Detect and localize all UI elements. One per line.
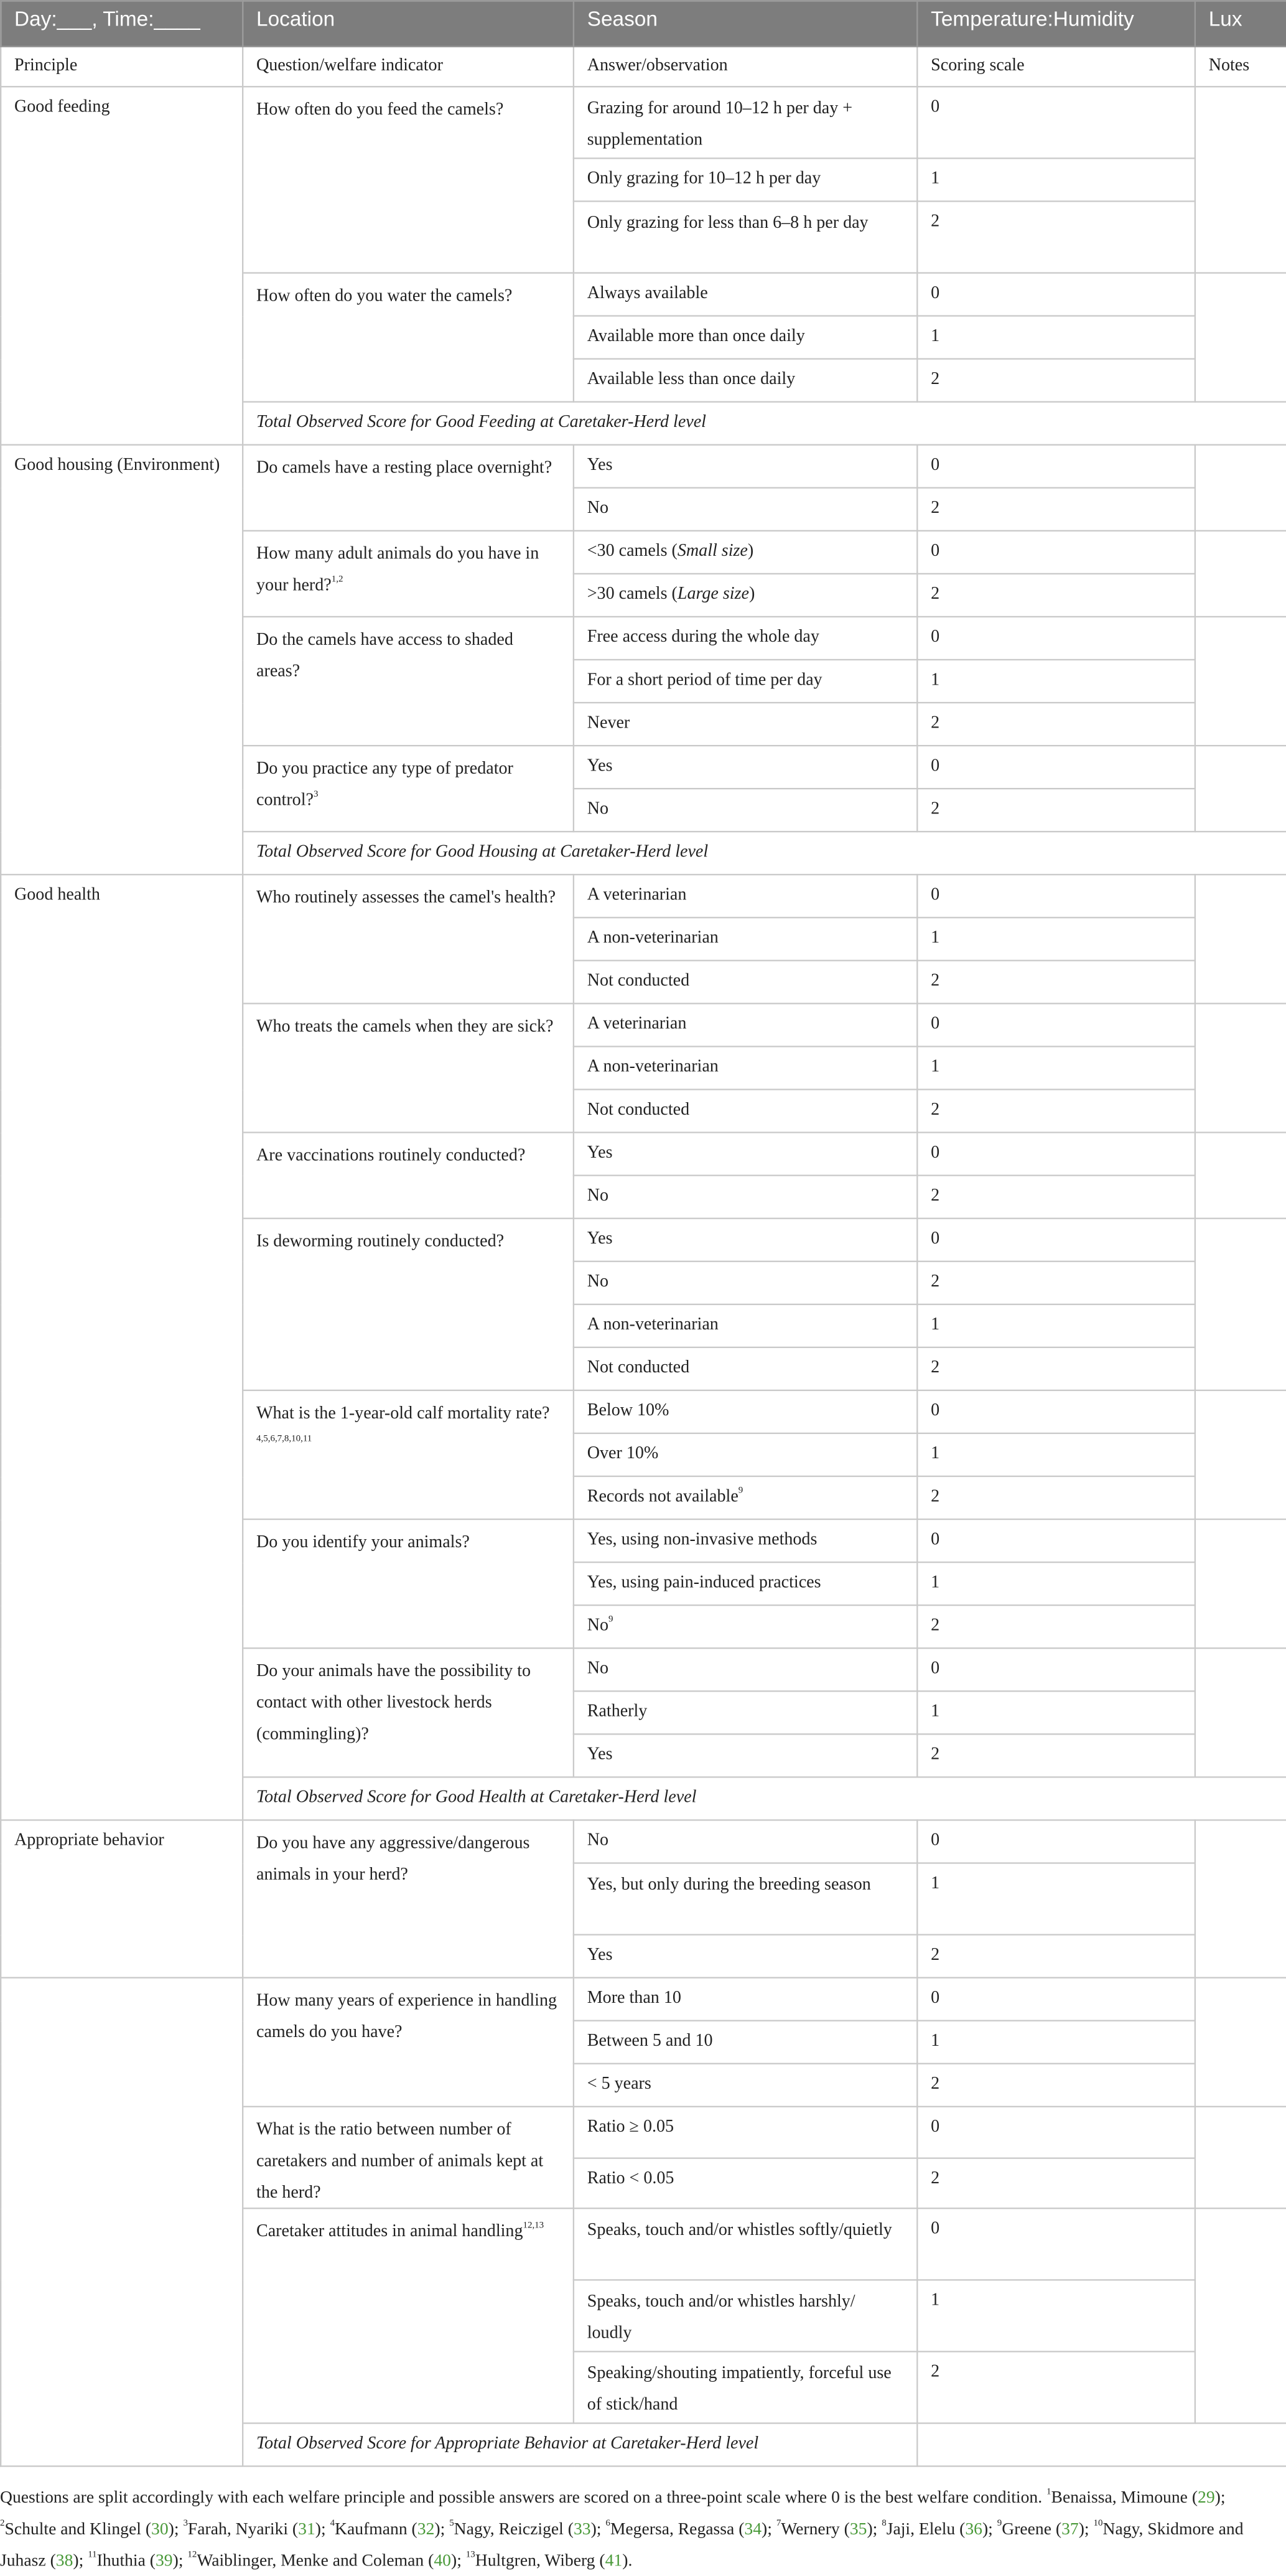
answer-cell — [574, 1003, 917, 1046]
question-cell — [243, 1519, 574, 1648]
question-ref-sup: 3 — [313, 789, 319, 800]
footnote-ref-sup: 10 — [1093, 2518, 1103, 2529]
score-cell: 1 — [917, 2280, 1195, 2351]
footnote-ref-link[interactable]: 38 — [55, 2550, 73, 2570]
total-score-label: Total Observed Score for Good Housing at Caretaker-Herd level — [243, 831, 1286, 874]
answer-cell — [574, 1390, 917, 1433]
score-cell: 0 — [917, 531, 1195, 574]
score-cell: 0 — [917, 2107, 1195, 2158]
answer-cell — [574, 273, 917, 316]
score-cell: 0 — [917, 2208, 1195, 2280]
footnote-ref: $^1$Benaissa, Mimoune (29); — [1046, 2486, 1226, 2508]
footnote-ref-link[interactable]: 39 — [155, 2550, 173, 2570]
score-cell: 2 — [917, 703, 1195, 746]
score-cell: 0 — [917, 1820, 1195, 1863]
notes-cell — [1195, 1219, 1286, 1390]
question-text: What is the 1-year-old calf mortality rate? — [256, 1402, 550, 1423]
subheader-score: Scoring scale — [917, 47, 1195, 87]
answer-cell — [574, 1978, 917, 2021]
answer-cell — [574, 1304, 917, 1347]
footnote-ref-sup: 6 — [605, 2518, 610, 2529]
score-cell: 2 — [917, 2351, 1195, 2423]
footnote-ref-name: Ihuthia — [96, 2550, 146, 2570]
footnote-ref-link[interactable]: 41 — [605, 2550, 623, 2570]
answer-text: Speaks, touch and/or whistles softly/quietly — [587, 2219, 892, 2239]
score-cell: 2 — [917, 1176, 1195, 1219]
question-text: How many adult animals do you have in your herd? — [256, 543, 539, 595]
question-cell — [243, 1820, 574, 1977]
answer-text: Grazing for around 10–12 h per day + supplementation — [587, 97, 853, 149]
score-cell: 1 — [917, 917, 1195, 960]
header-location: Location — [243, 1, 574, 47]
footnote-ref: $^5$Nagy, Reiczigel (33); — [449, 2518, 606, 2539]
footnote-ref-name: Jaji, Elelu — [886, 2518, 956, 2539]
question-text: How many years of experience in handling camels do you have? — [256, 1990, 557, 2042]
score-cell: 2 — [917, 960, 1195, 1003]
answer-cell — [574, 2107, 917, 2158]
footnote-ref: $^9$Greene (37); — [997, 2518, 1094, 2539]
answer-text: No — [587, 1184, 609, 1205]
answer-text: A veterinarian — [587, 884, 687, 904]
score-cell: 0 — [917, 1133, 1195, 1176]
answer-text: Yes — [587, 1944, 613, 1964]
question-text: Are vaccinations routinely conducted? — [256, 1145, 526, 1165]
answer-text: Not conducted — [587, 970, 690, 990]
footnote-ref-name: Benaissa, Mimoune — [1051, 2486, 1188, 2508]
answer-cell — [574, 2158, 917, 2209]
answer-text: For a short period of time per day — [587, 668, 822, 690]
footnote-ref-sup: 7 — [776, 2518, 781, 2529]
question-cell — [243, 1390, 574, 1519]
total-score-label: Total Observed Score for Good Feeding at Caretaker-Herd level — [243, 402, 1286, 445]
score-cell: 2 — [917, 2158, 1195, 2209]
footnote-ref: $^3$Farah, Nyariki (31); — [183, 2518, 330, 2539]
table-row — [1, 87, 1286, 158]
answer-text: Free access during the whole day — [587, 625, 819, 647]
answer-italic-text: Small size — [677, 540, 748, 561]
score-cell: 0 — [917, 1648, 1195, 1691]
question-text: Do the camels have access to shaded areas? — [256, 629, 513, 681]
footnote-ref: $^{10}$Nagy, Skidmore and Juhasz (38); — [0, 2518, 1244, 2570]
answer-text: A veterinarian — [587, 1013, 687, 1033]
score-cell: 2 — [917, 1734, 1195, 1777]
answer-cell — [574, 158, 917, 201]
notes-cell — [1195, 746, 1286, 831]
answer-text: Only grazing for 10–12 h per day — [587, 167, 821, 188]
footnote-ref: $^7$Wernery (35); — [776, 2518, 882, 2539]
header-day-time: Day:___, Time:____ — [1, 1, 243, 47]
answer-cell — [574, 1691, 917, 1734]
footnote-ref-link[interactable]: 32 — [417, 2518, 435, 2539]
notes-cell — [1195, 617, 1286, 746]
answer-cell — [574, 660, 917, 703]
answer-cell — [574, 574, 917, 617]
question-cell — [243, 2208, 574, 2423]
question-cell — [243, 1133, 574, 1219]
score-cell: 2 — [917, 1262, 1195, 1304]
question-text: How often do you feed the camels? — [256, 98, 504, 119]
principle-cell: Good housing (Environment) — [1, 445, 243, 875]
subheader-principle: Principle — [1, 47, 243, 87]
answer-text: Yes — [587, 1227, 613, 1248]
answer-cell — [574, 1734, 917, 1777]
answer-text: Never — [587, 711, 630, 733]
answer-text: Yes, using pain-induced practices — [587, 1571, 821, 1592]
footnote-ref-link[interactable]: 29 — [1198, 2486, 1215, 2508]
answer-text: More than 10 — [587, 1987, 681, 2007]
total-score-value — [917, 2423, 1286, 2466]
header-season: Season — [574, 1, 917, 47]
question-cell — [243, 1219, 574, 1390]
answer-text: Always available — [587, 282, 708, 302]
score-cell: 1 — [917, 1304, 1195, 1347]
footnote-ref-name: Wernery — [781, 2518, 840, 2539]
answer-text: A non-veterinarian — [587, 1056, 719, 1076]
answer-tail-text: ) — [747, 540, 754, 561]
footnote-ref-name: Nagy, Skidmore and Juhasz — [0, 2518, 1244, 2570]
answer-cell — [574, 1648, 917, 1691]
header-row — [1, 1, 1286, 47]
footnote-ref-sup: 3 — [183, 2518, 188, 2529]
notes-cell — [1195, 1978, 1286, 2107]
table-row — [1, 445, 1286, 488]
answer-cell — [574, 1519, 917, 1562]
answer-text: Yes — [587, 1743, 613, 1764]
answer-cell — [574, 703, 917, 746]
score-cell: 2 — [917, 1935, 1195, 1978]
answer-text: No — [587, 1270, 609, 1291]
answer-text: Not conducted — [587, 1356, 690, 1377]
footnote-ref-link[interactable]: 37 — [1061, 2518, 1079, 2539]
question-cell — [243, 273, 574, 401]
answer-cell — [574, 1176, 917, 1219]
answer-text: Records not available — [587, 1485, 739, 1506]
footnote-ref-name: Hultgren, Wiberg — [475, 2550, 595, 2570]
footnote-ref: $^{13}$Hultgren, Wiberg (41). — [465, 2550, 633, 2570]
score-cell: 0 — [917, 1003, 1195, 1046]
answer-text: Yes, but only during the breeding season — [587, 1873, 871, 1894]
answer-cell — [574, 1820, 917, 1863]
question-ref-sup: 1,2 — [331, 574, 343, 584]
answer-cell — [574, 2064, 917, 2107]
table-body — [1, 47, 1286, 2466]
total-score-label: Total Observed Score for Good Health at Caretaker-Herd level — [243, 1777, 1286, 1820]
answer-tail-text: ) — [748, 583, 755, 604]
score-cell: 2 — [917, 789, 1195, 831]
notes-cell — [1195, 273, 1286, 401]
answer-cell — [574, 1046, 917, 1089]
answer-cell — [574, 316, 917, 359]
question-cell — [243, 87, 574, 273]
footnote-ref-sup: 12 — [187, 2550, 197, 2560]
question-cell — [243, 617, 574, 746]
answer-text: A non-veterinarian — [587, 927, 719, 947]
footnote-ref-sup: 1 — [1046, 2486, 1051, 2498]
score-cell: 0 — [917, 617, 1195, 660]
score-cell: 2 — [917, 1476, 1195, 1519]
answer-text: Speaks, touch and/or whistles harshly/ loudly — [587, 2290, 855, 2343]
score-cell: 1 — [917, 1046, 1195, 1089]
answer-text: No — [587, 1657, 609, 1678]
question-text: Caretaker attitudes in animal handling — [256, 2220, 523, 2241]
header-temperature-humidity: Temperature:Humidity — [917, 1, 1195, 47]
answer-text: <30 camels ( — [587, 540, 678, 561]
subheader-answer: Answer/observation — [574, 47, 917, 87]
answer-cell — [574, 1863, 917, 1934]
table-row — [1, 874, 1286, 917]
score-cell: 0 — [917, 746, 1195, 789]
score-cell: 1 — [917, 1863, 1195, 1934]
score-cell: 1 — [917, 316, 1195, 359]
answer-cell — [574, 789, 917, 831]
question-cell — [243, 1003, 574, 1132]
notes-cell — [1195, 874, 1286, 1003]
footnote-ref-link[interactable]: 40 — [434, 2550, 451, 2570]
question-text: Do you have any aggressive/dangerous animals in your herd? — [256, 1832, 530, 1884]
question-cell — [243, 445, 574, 531]
answer-text: Yes — [587, 755, 613, 775]
footnote-ref-name: Schulte and Klingel — [4, 2518, 141, 2539]
principle-cell: Good health — [1, 874, 243, 1820]
notes-cell — [1195, 1133, 1286, 1219]
answer-cell — [574, 746, 917, 789]
score-cell: 1 — [917, 660, 1195, 703]
notes-cell — [1195, 87, 1286, 273]
subheader-row — [1, 47, 1286, 87]
footnote-ref-name: Kaufmann — [335, 2518, 408, 2539]
answer-text: Below 10% — [587, 1399, 669, 1420]
notes-cell — [1195, 1648, 1286, 1777]
notes-cell — [1195, 1390, 1286, 1519]
footnote-ref-name: Megersa, Regassa — [610, 2518, 735, 2539]
answer-cell — [574, 2351, 917, 2423]
principle-cell: Good feeding — [1, 87, 243, 444]
question-text: Do your animals have the possibility to contact with other livestock herds (commingling)? — [256, 1660, 531, 1744]
footnote-ref-link[interactable]: 31 — [298, 2518, 315, 2539]
answer-ref-sup: 9 — [608, 1614, 613, 1625]
score-cell: 2 — [917, 2064, 1195, 2107]
question-cell — [243, 874, 574, 1003]
answer-text: Available more than once daily — [587, 325, 805, 345]
table-row — [1, 1820, 1286, 1863]
answer-cell — [574, 1433, 917, 1476]
score-cell: 0 — [917, 87, 1195, 158]
notes-cell — [1195, 2208, 1286, 2423]
question-cell — [243, 1648, 574, 1777]
answer-cell — [574, 2208, 917, 2280]
score-cell: 2 — [917, 1090, 1195, 1133]
question-text: What is the ratio between number of caretakers and number of animals kept at the herd? — [256, 2119, 544, 2202]
score-cell: 0 — [917, 1219, 1195, 1262]
footnote-ref: $^{11}$Ihuthia (39); — [88, 2550, 188, 2570]
notes-cell — [1195, 1519, 1286, 1648]
question-ref-sup: 12,13 — [523, 2220, 544, 2231]
question-text: Is deworming routinely conducted? — [256, 1230, 505, 1251]
answer-cell — [574, 445, 917, 488]
score-cell: 1 — [917, 1562, 1195, 1605]
score-cell: 1 — [917, 1691, 1195, 1734]
question-cell — [243, 531, 574, 617]
answer-cell — [574, 531, 917, 574]
footnote-ref: $^8$Jaji, Elelu (36); — [882, 2518, 997, 2539]
table-footnote — [0, 2467, 1275, 2576]
question-text: Who routinely assesses the camel's health? — [256, 886, 556, 907]
footnote-ref-name: Farah, Nyariki — [187, 2518, 289, 2539]
answer-ref-sup: 9 — [738, 1485, 743, 1496]
answer-cell — [574, 1562, 917, 1605]
answer-text: A non-veterinarian — [587, 1313, 719, 1334]
answer-text: Ratio < 0.05 — [587, 2166, 674, 2187]
answer-cell — [574, 617, 917, 660]
score-cell: 0 — [917, 1390, 1195, 1433]
score-cell: 0 — [917, 273, 1195, 316]
answer-text: Between 5 and 10 — [587, 2030, 713, 2050]
score-cell: 0 — [917, 445, 1195, 488]
question-ref-sup: 4,5,6,7,8,10,11 — [256, 1433, 312, 1445]
notes-cell — [1195, 445, 1286, 531]
score-cell: 2 — [917, 574, 1195, 617]
answer-text: Only grazing for less than 6–8 h per day — [587, 212, 869, 232]
answer-text: No — [587, 798, 609, 818]
answer-cell — [574, 488, 917, 531]
footnote-ref-sup: 5 — [449, 2518, 454, 2529]
subheader-notes: Notes — [1195, 47, 1286, 87]
answer-cell — [574, 1476, 917, 1519]
answer-cell — [574, 201, 917, 273]
question-text: Do camels have a resting place overnight? — [256, 457, 552, 477]
score-cell: 2 — [917, 1347, 1195, 1390]
footnote-ref-sup: 9 — [997, 2518, 1002, 2529]
question-cell — [243, 746, 574, 831]
footnote-ref: $^2$Schulte and Klingel (30); — [0, 2518, 184, 2539]
answer-cell — [574, 1935, 917, 1978]
answer-text: Ratherly — [587, 1700, 648, 1721]
score-cell: 2 — [917, 201, 1195, 273]
answer-text: Not conducted — [587, 1098, 690, 1119]
answer-cell — [574, 87, 917, 158]
score-cell: 0 — [917, 1978, 1195, 2021]
answer-italic-text: Large size — [677, 583, 749, 604]
answer-text: Over 10% — [587, 1442, 659, 1463]
footnote-ref-name: Waiblinger, Menke and Coleman — [197, 2550, 424, 2570]
header-lux: Lux — [1195, 1, 1286, 47]
footnote-ref-sup: 11 — [88, 2550, 97, 2560]
answer-text: < 5 years — [587, 2073, 651, 2093]
question-text: Who treats the camels when they are sick? — [256, 1015, 554, 1036]
score-cell: 2 — [917, 359, 1195, 402]
question-text: Do you identify your animals? — [256, 1531, 470, 1552]
footnote-ref-link[interactable]: 34 — [744, 2518, 762, 2539]
footnote-ref-link[interactable]: 35 — [849, 2518, 867, 2539]
score-cell: 1 — [917, 158, 1195, 201]
total-score-label: Total Observed Score for Appropriate Behavior at Caretaker-Herd level — [243, 2423, 917, 2466]
answer-text: Available less than once daily — [587, 368, 796, 388]
answer-cell — [574, 1262, 917, 1304]
score-cell: 1 — [917, 2021, 1195, 2064]
answer-cell — [574, 1219, 917, 1262]
footnote-ref-link[interactable]: 33 — [573, 2518, 591, 2539]
question-text: Do you practice any type of predator control? — [256, 757, 513, 810]
table-row — [1, 1978, 1286, 2021]
answer-cell — [574, 359, 917, 402]
answer-text: Yes, using non-invasive methods — [587, 1529, 818, 1549]
footnote-ref-name: Nagy, Reiczigel — [454, 2518, 564, 2539]
score-cell: 1 — [917, 1433, 1195, 1476]
principle-cell — [1, 1978, 243, 2466]
score-cell: 0 — [917, 1519, 1195, 1562]
subheader-question: Question/welfare indicator — [243, 47, 574, 87]
footnote-ref-sup: 2 — [0, 2518, 5, 2529]
answer-cell — [574, 1090, 917, 1133]
answer-text: >30 camels ( — [587, 583, 678, 604]
question-cell — [243, 2107, 574, 2208]
answer-text: No — [587, 1829, 609, 1850]
notes-cell — [1195, 1820, 1286, 1977]
answer-cell — [574, 1605, 917, 1648]
answer-cell — [574, 2280, 917, 2351]
question-cell — [243, 1978, 574, 2107]
answer-cell — [574, 917, 917, 960]
footnote-ref-sup: 4 — [330, 2518, 335, 2529]
answer-text: Yes — [587, 1141, 613, 1162]
score-cell: 2 — [917, 488, 1195, 531]
footnote-ref-link[interactable]: 30 — [151, 2518, 169, 2539]
answer-text: No — [587, 1614, 609, 1635]
footnote-ref: $^6$Megersa, Regassa (34); — [605, 2518, 776, 2539]
footnote-ref-name: Greene — [1002, 2518, 1051, 2539]
footnote-ref-sup: 8 — [882, 2518, 887, 2529]
notes-cell — [1195, 1003, 1286, 1132]
answer-cell — [574, 960, 917, 1003]
score-cell: 0 — [917, 874, 1195, 917]
answer-cell — [574, 2021, 917, 2064]
score-cell: 2 — [917, 1605, 1195, 1648]
footnote-ref: $^{12}$Waiblinger, Menke and Coleman (40); — [187, 2550, 466, 2570]
answer-text: Yes — [587, 454, 613, 474]
answer-cell — [574, 1133, 917, 1176]
footnote-intro: Questions are split accordingly with each welfare principle and possible answers are scored on a three-point scale where 0 is the best welfare condition. — [0, 2486, 1043, 2508]
answer-cell — [574, 874, 917, 917]
answer-text: Ratio ≥ 0.05 — [587, 2115, 674, 2136]
answer-text: No — [587, 497, 609, 517]
answer-text: Speaking/shouting impatiently, forceful use of stick/hand — [587, 2362, 892, 2414]
answer-cell — [574, 1347, 917, 1390]
notes-cell — [1195, 531, 1286, 617]
footnote-ref: $^4$Kaufmann (32); — [330, 2518, 450, 2539]
footnote-ref-link[interactable]: 36 — [965, 2518, 982, 2539]
footnote-ref-sup: 13 — [465, 2550, 475, 2560]
question-text: How often do you water the camels? — [256, 285, 513, 306]
principle-cell: Appropriate behavior — [1, 1820, 243, 1977]
notes-cell — [1195, 2107, 1286, 2208]
